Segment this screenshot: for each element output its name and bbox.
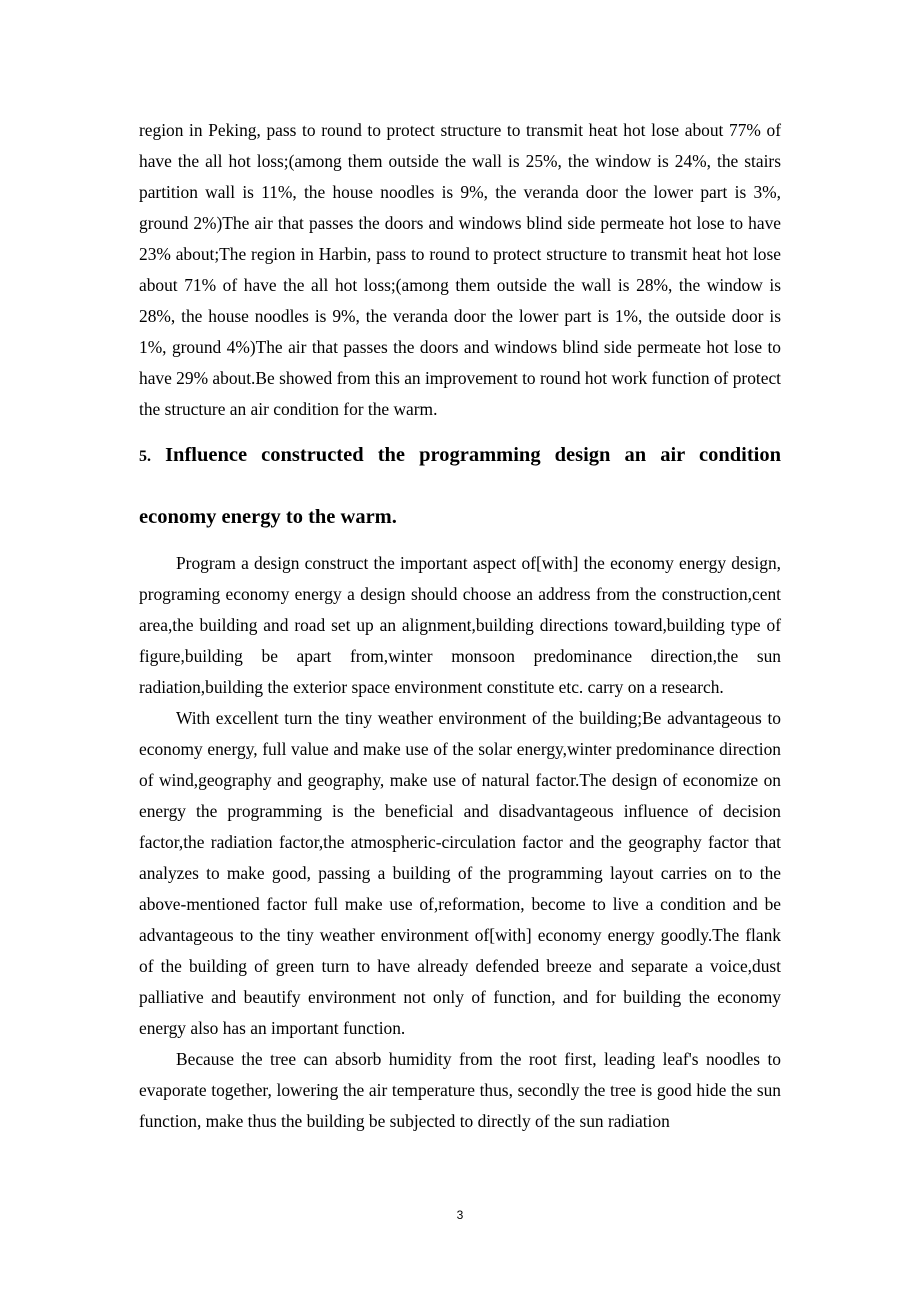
- body-paragraph-1: Program a design construct the important aspect of[with] the economy energy design, programing economy energy a design should choose an address from the construction,cent area,the building and road set up an alignment,building directions toward,building type of figure,building be apart from,winter monsoon predominance direction,the sun radiation,building the exterior space environment constitute etc. carry on a research.: [139, 553, 781, 697]
- section-number: 5.: [139, 448, 151, 465]
- page-number: 3: [456, 1208, 464, 1222]
- section-title: Influence constructed the programming design an air condition economy energy to the warm.: [139, 444, 781, 528]
- page-body: [139, 115, 781, 1137]
- body-paragraph-3: Because the tree can absorb humidity from the root first, leading leaf's noodles to evaporate together, lowering the air temperature thus, secondly the tree is good hide the sun function, make thus the building be subjected to directly of the sun radiation: [139, 1049, 781, 1131]
- body-paragraph-2: With excellent turn the tiny weather environment of the building;Be advantageous to economy energy, full value and make use of the solar energy,winter predominance direction of wind,geography and geography, make use of natural factor.The design of economize on energy the programming is the beneficial and disadvantageous influence of decision factor,the radiation factor,the atmospheric-circulation factor and the geography factor that analyzes to make good, passing a building of the programming layout carries on to the above-mentioned factor full make use of,reformation, become to live a condition and be advantageous to the tiny weather environment of[with] economy energy goodly.The flank of the building of green turn to have already defended breeze and separate a voice,dust palliative and beautify environment not only of function, and for building the economy energy also has an important function.: [139, 708, 781, 1038]
- intro-paragraph: region in Peking, pass to round to protect structure to transmit heat hot lose about 77% of have the all hot loss;(among them outside the wall is 25%, the window is 24%, the stairs partition wall is 11%, the house noodles is 9%, the veranda door the lower part is 3%, ground 2%)The air that passes the doors and windows blind side permeate hot lose to have 23% about;The region in Harbin, pass to round to protect structure to transmit heat hot lose about 71% of have the all hot loss;(among them outside the wall is 28%, the window is 28%, the house noodles is 9%, the veranda door the lower part is 1%, the outside door is 1%, ground 4%)The air that passes the doors and windows blind side permeate hot lose to have 29% about.Be showed from this an improvement to round hot work function of protect the structure an air condition for the warm.: [139, 120, 781, 419]
- section-heading: [139, 425, 781, 548]
